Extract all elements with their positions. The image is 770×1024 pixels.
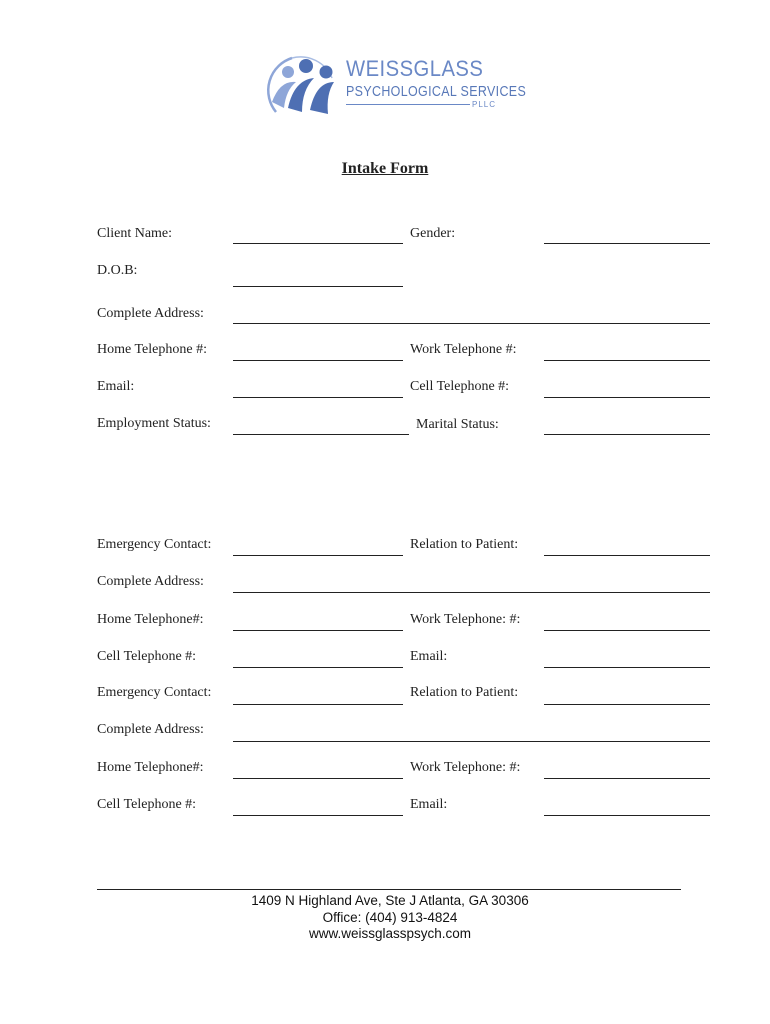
emergency-1-address-label: Complete Address: <box>97 574 204 589</box>
gender-label: Gender: <box>410 226 456 241</box>
client-name-field[interactable] <box>233 243 403 244</box>
work-telephone-label: Work Telephone #: <box>410 342 517 357</box>
emergency-2-home-tel-field[interactable] <box>233 778 403 779</box>
footer-website: www.weissglasspsych.com <box>308 926 472 941</box>
emergency-2-address-label: Complete Address: <box>97 722 204 737</box>
relation-2-field[interactable] <box>544 704 710 705</box>
emergency-contact-1-label: Emergency Contact: <box>97 537 212 552</box>
gender-field[interactable] <box>544 243 710 244</box>
emergency-1-home-tel-field[interactable] <box>233 630 403 631</box>
home-telephone-label: Home Telephone #: <box>97 342 207 357</box>
client-name-label: Client Name: <box>97 226 173 241</box>
emergency-1-email-label: Email: <box>410 649 448 664</box>
logo-suffix: PLLC <box>472 100 497 109</box>
emergency-contact-1-field[interactable] <box>233 555 403 556</box>
employment-status-field[interactable] <box>233 434 409 435</box>
footer-office-phone: Office: (404) 913-4824 <box>322 910 458 925</box>
complete-address-label: Complete Address: <box>97 306 204 321</box>
emergency-2-cell-tel-label: Cell Telephone #: <box>97 797 197 812</box>
logo-divider <box>346 104 470 105</box>
employment-status-label: Employment Status: <box>97 416 211 431</box>
emergency-1-email-field[interactable] <box>544 667 710 668</box>
logo-subtitle: PSYCHOLOGICAL SERVICES <box>346 84 527 100</box>
emergency-2-address-field[interactable] <box>233 741 710 742</box>
emergency-2-cell-tel-field[interactable] <box>233 815 403 816</box>
emergency-1-work-tel-field[interactable] <box>544 630 710 631</box>
emergency-contact-2-label: Emergency Contact: <box>97 685 212 700</box>
emergency-1-address-field[interactable] <box>233 592 710 593</box>
emergency-2-work-tel-label: Work Telephone: #: <box>410 760 521 775</box>
emergency-contact-2-field[interactable] <box>233 704 403 705</box>
home-telephone-field[interactable] <box>233 360 403 361</box>
dob-label: D.O.B: <box>97 263 138 278</box>
work-telephone-field[interactable] <box>544 360 710 361</box>
marital-status-label: Marital Status: <box>416 417 499 432</box>
marital-status-field[interactable] <box>544 434 710 435</box>
emergency-2-email-label: Email: <box>410 797 448 812</box>
footer-address: 1409 N Highland Ave, Ste J Atlanta, GA 30306 <box>251 893 529 908</box>
logo-name: WEISSGLASS <box>346 56 484 81</box>
relation-2-label: Relation to Patient: <box>410 685 519 700</box>
emergency-1-home-tel-label: Home Telephone#: <box>97 612 204 627</box>
logo <box>262 50 527 122</box>
people-figures-logo-icon <box>262 50 342 122</box>
emergency-1-cell-tel-field[interactable] <box>233 667 403 668</box>
emergency-1-work-tel-label: Work Telephone: #: <box>410 612 521 627</box>
cell-telephone-field[interactable] <box>544 397 710 398</box>
complete-address-field[interactable] <box>233 323 710 324</box>
footer-divider <box>97 889 681 890</box>
cell-telephone-label: Cell Telephone #: <box>410 379 510 394</box>
emergency-2-email-field[interactable] <box>544 815 710 816</box>
emergency-2-work-tel-field[interactable] <box>544 778 710 779</box>
relation-1-field[interactable] <box>544 555 710 556</box>
email-field[interactable] <box>233 397 403 398</box>
emergency-2-home-tel-label: Home Telephone#: <box>97 760 204 775</box>
form-title: Intake Form <box>341 160 429 177</box>
relation-1-label: Relation to Patient: <box>410 537 519 552</box>
dob-field[interactable] <box>233 286 403 287</box>
email-label: Email: <box>97 379 135 394</box>
emergency-1-cell-tel-label: Cell Telephone #: <box>97 649 197 664</box>
